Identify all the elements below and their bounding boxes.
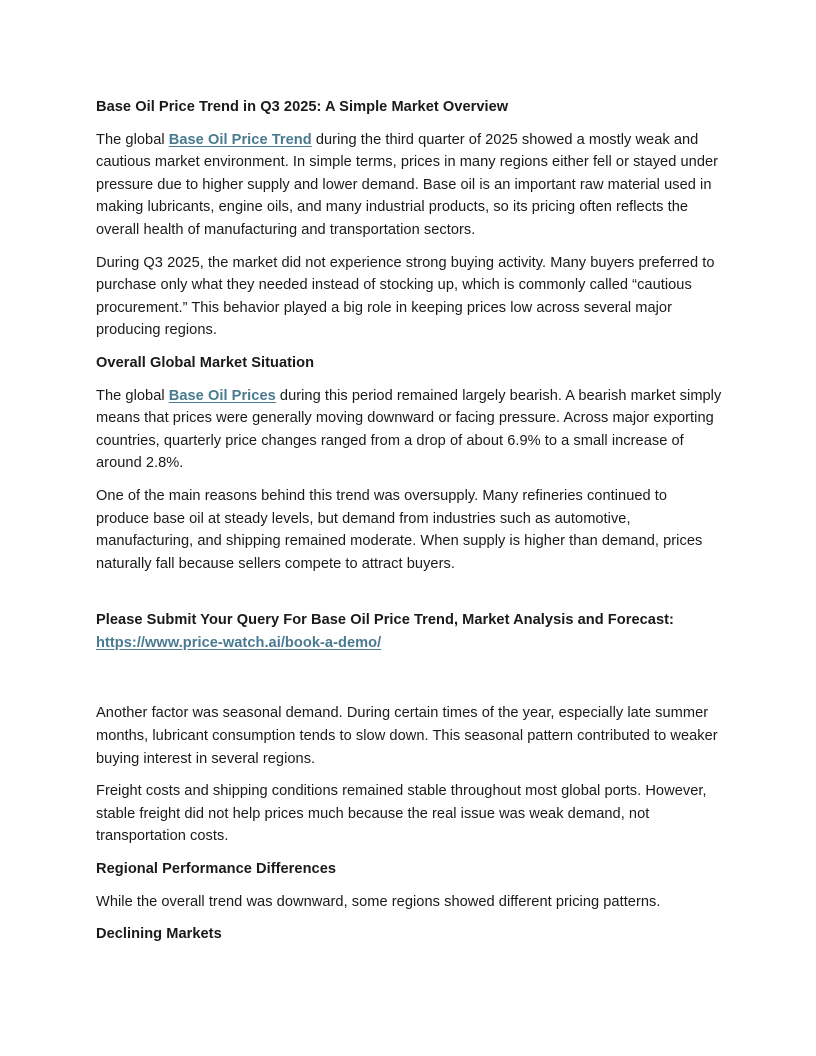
paragraph-cautious-procurement: During Q3 2025, the market did not experience strong buying activity. Many buyers preferred to purchase only what they needed instead of stocking up, which is commonly called “cautious procurement.” This behavior played a big role in keeping prices low across several major producing regions. — [96, 254, 715, 339]
document-page — [96, 96, 724, 956]
paragraph-regional-patterns: While the overall trend was downward, some regions showed different pricing patterns. — [96, 893, 661, 910]
paragraph-text: during the third quarter of 2025 showed a mostly weak and cautious market environment. In simple terms, prices in many regions either fell or stayed under pressure due to higher supply and lower demand. Base oil is an important raw material used in making lubricants, engine oils, and many industrial products, so its pricing often reflects the overall health of manufacturing and transportation sectors. — [96, 131, 719, 238]
document-title: Base Oil Price Trend in Q3 2025: A Simple Market Overview — [96, 99, 509, 115]
base-oil-price-trend-link[interactable]: Base Oil Price Trend — [168, 131, 312, 148]
query-text: Please Submit Your Query For Base Oil Price Trend, Market Analysis and Forecast: — [96, 612, 674, 629]
query-callout — [96, 609, 724, 654]
paragraph-text: during this period remained largely bearish. A bearish market simply means that prices were generally moving downward or facing pressure. Across major exporting countries, quarterly price changes ranged from a drop of about 6.9% to a small increase of around 2.8%. — [96, 387, 722, 472]
paragraph-seasonal-demand: Another factor was seasonal demand. During certain times of the year, especially late summer months, lubricant consumption tends to slow down. This seasonal pattern contributed to weaker buying interest in several regions. — [96, 705, 718, 767]
heading-regional-performance: Regional Performance Differences — [96, 861, 337, 878]
paragraph-freight-costs: Freight costs and shipping conditions remained stable throughout most global ports. However, stable freight did not help prices much because the real issue was weak demand, not transportation costs. — [96, 783, 707, 845]
paragraph-text: The global — [96, 131, 169, 148]
book-demo-link[interactable]: https://www.price-watch.ai/book-a-demo/ — [96, 634, 382, 651]
paragraph-bearish-market — [96, 385, 724, 475]
base-oil-prices-link[interactable]: Base Oil Prices — [168, 387, 276, 404]
heading-overall-market: Overall Global Market Situation — [96, 354, 315, 371]
paragraph-oversupply: One of the main reasons behind this trend was oversupply. Many refineries continued to produce base oil at steady levels, but demand from industries such as automotive, manufacturing, and shipping remained moderate. When supply is higher than demand, prices naturally fall because sellers compete to attract buyers. — [96, 487, 703, 572]
paragraph-intro — [96, 129, 724, 242]
heading-declining-markets: Declining Markets — [96, 926, 222, 943]
paragraph-text: The global — [96, 387, 169, 404]
